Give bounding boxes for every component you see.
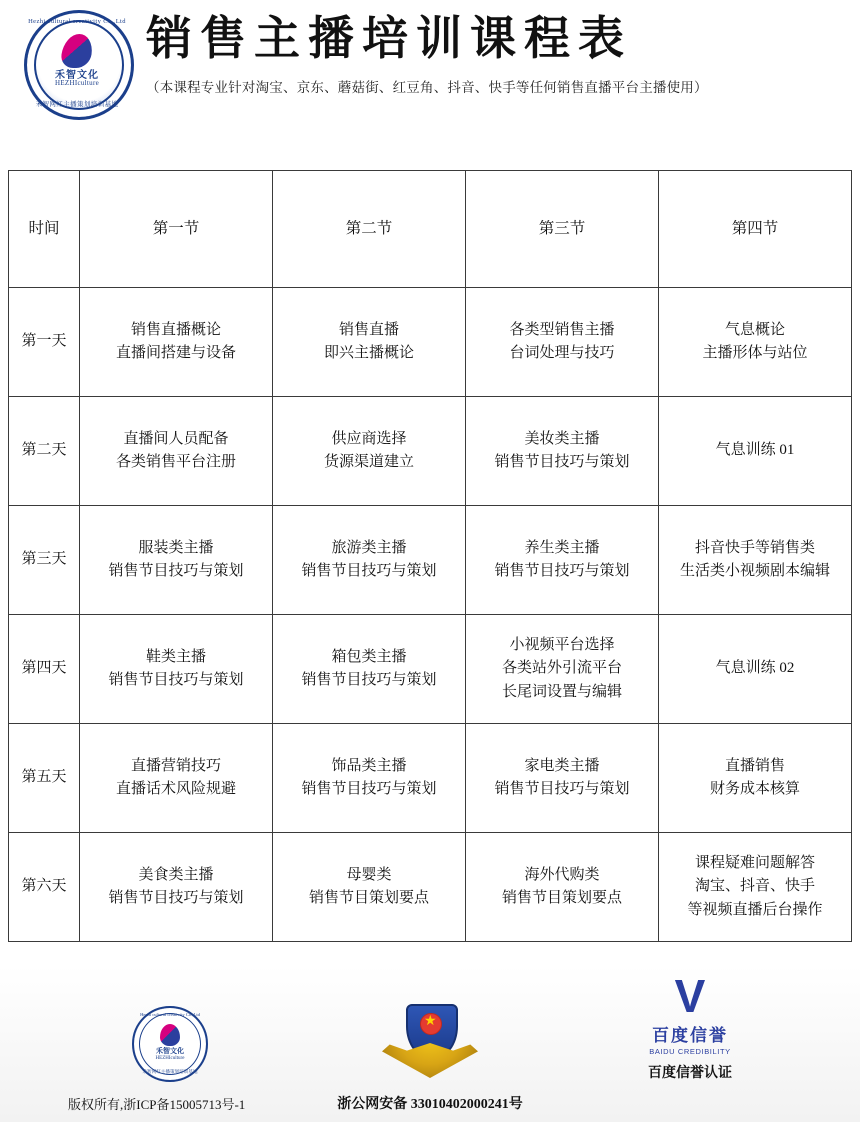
cell-period-4 bbox=[659, 288, 852, 397]
cell-line: 销售节目技巧与策划 bbox=[494, 781, 630, 797]
cell-line: 货源渠道建立 bbox=[323, 454, 414, 470]
cell-line: 销售直播 bbox=[338, 321, 399, 338]
cell-line: 服装类主播 bbox=[138, 539, 214, 556]
cell-day: 第六天 bbox=[9, 833, 80, 942]
cell-period-3 bbox=[466, 615, 659, 724]
cell-period-2 bbox=[273, 397, 466, 506]
logo-arc-bottom-text: 禾智网红主播策划培训基地 bbox=[35, 101, 119, 108]
cell-period-1 bbox=[80, 615, 273, 724]
cell-line: 销售直播概论 bbox=[130, 321, 221, 338]
company-logo bbox=[18, 8, 136, 120]
table-row bbox=[9, 615, 852, 724]
cell-period-1 bbox=[80, 397, 273, 506]
cell-line: 销售节目技巧与策划 bbox=[108, 890, 244, 906]
schedule-table bbox=[8, 170, 852, 942]
cell-line: 养生类主播 bbox=[524, 539, 600, 556]
cell-line: 销售节目技巧与策划 bbox=[301, 781, 437, 797]
cell-line: 抖音快手等销售类 bbox=[694, 539, 815, 556]
cell-period-3 bbox=[466, 506, 659, 615]
cell-period-1 bbox=[80, 288, 273, 397]
cell-line: 旅游类主播 bbox=[331, 539, 407, 556]
cell-line: 家电类主播 bbox=[524, 757, 600, 774]
cell-period-3 bbox=[466, 288, 659, 397]
copyright-text: 版权所有,浙ICP备15005713号-1 bbox=[68, 1096, 246, 1112]
cell-period-4 bbox=[659, 506, 852, 615]
police-record-text: 浙公网安备 33010402000241号 bbox=[337, 1097, 523, 1112]
cell-day: 第一天 bbox=[9, 288, 80, 397]
column-header-time: 时间 bbox=[9, 171, 80, 288]
table-row bbox=[9, 288, 852, 397]
cell-period-3 bbox=[466, 724, 659, 833]
logo-arc-top-text: Hezhi cultural creativity Co.,Ltd bbox=[28, 18, 126, 25]
cell-period-3 bbox=[466, 833, 659, 942]
table-row bbox=[9, 724, 852, 833]
cell-line: 直播话术风险规避 bbox=[115, 781, 236, 797]
cell-period-2 bbox=[273, 833, 466, 942]
baidu-credibility-icon bbox=[636, 970, 744, 1056]
baidu-credibility-badge[interactable] bbox=[580, 970, 800, 1082]
seal-en-name: HEZHIculture bbox=[155, 1056, 185, 1061]
column-header-period-2: 第二节 bbox=[273, 171, 466, 288]
police-emblem-icon bbox=[382, 1004, 478, 1082]
cell-day: 第三天 bbox=[9, 506, 80, 615]
cell-line: 小视频平台选择 bbox=[509, 637, 615, 654]
cell-line: 销售节目策划要点 bbox=[501, 890, 622, 906]
schedule-table-wrap bbox=[0, 120, 860, 942]
table-row bbox=[9, 397, 852, 506]
cell-period-4 bbox=[659, 833, 852, 942]
cell-line: 海外代购类 bbox=[524, 866, 600, 883]
cell-period-2 bbox=[273, 506, 466, 615]
company-seal-badge bbox=[60, 1006, 280, 1082]
cell-line: 气息训练 01 bbox=[715, 442, 795, 459]
column-header-period-3: 第三节 bbox=[466, 171, 659, 288]
cell-line: 各类销售平台注册 bbox=[115, 454, 236, 470]
baidu-v-mark: V bbox=[674, 970, 706, 1022]
cell-period-2 bbox=[273, 615, 466, 724]
cell-line: 直播间搭建与设备 bbox=[115, 345, 236, 361]
cell-day: 第二天 bbox=[9, 397, 80, 506]
title-block bbox=[136, 8, 860, 96]
table-header bbox=[9, 171, 852, 288]
cell-line: 美妆类主播 bbox=[524, 430, 600, 447]
seal-swoosh-icon bbox=[160, 1024, 180, 1046]
baidu-en-mark: BAIDU CREDIBILITY bbox=[649, 1047, 731, 1056]
table-body bbox=[9, 288, 852, 942]
cell-line: 销售节目技巧与策划 bbox=[494, 563, 630, 579]
cell-line: 销售节目技巧与策划 bbox=[494, 454, 630, 470]
column-header-period-1: 第一节 bbox=[80, 171, 273, 288]
cell-period-1 bbox=[80, 833, 273, 942]
cell-period-2 bbox=[273, 288, 466, 397]
footer-badges bbox=[0, 970, 860, 1082]
cell-period-1 bbox=[80, 506, 273, 615]
cell-period-2 bbox=[273, 724, 466, 833]
cell-period-3 bbox=[466, 397, 659, 506]
cell-line: 直播销售 bbox=[724, 757, 785, 774]
police-emblem-badge bbox=[320, 1004, 540, 1082]
column-header-period-4: 第四节 bbox=[659, 171, 852, 288]
seal-arc-top-text: Hezhi cultural creativity Co.,Ltd bbox=[140, 1012, 200, 1017]
baidu-caption: 百度信誉认证 bbox=[648, 1066, 732, 1081]
cell-line: 财务成本核算 bbox=[709, 781, 800, 797]
cell-line: 直播间人员配备 bbox=[123, 430, 229, 447]
page-title: 销售主播培训课程表 bbox=[146, 13, 632, 64]
cell-line: 销售节目技巧与策划 bbox=[301, 672, 437, 688]
cell-day: 第五天 bbox=[9, 724, 80, 833]
cell-line: 长尾词设置与编辑 bbox=[501, 683, 622, 700]
seal-arc-bottom-text: 禾智网红主播策划培训基地 bbox=[142, 1069, 198, 1074]
footer-captions bbox=[0, 1082, 860, 1118]
table-row bbox=[9, 506, 852, 615]
cell-period-1 bbox=[80, 724, 273, 833]
cell-day: 第四天 bbox=[9, 615, 80, 724]
cell-line: 各类站外引流平台 bbox=[501, 660, 622, 677]
cell-line: 台词处理与技巧 bbox=[509, 345, 615, 361]
cell-line: 鞋类主播 bbox=[145, 648, 206, 665]
cell-line: 淘宝、抖音、快手 bbox=[694, 878, 815, 895]
cell-line: 销售节目技巧与策划 bbox=[108, 563, 244, 579]
cell-line: 直播营销技巧 bbox=[130, 757, 221, 774]
logo-cn-name: 禾智文化 bbox=[55, 70, 99, 81]
cell-line: 即兴主播概论 bbox=[323, 345, 414, 361]
cell-line: 等视频直播后台操作 bbox=[687, 901, 823, 918]
cell-line: 美食类主播 bbox=[138, 866, 214, 883]
cell-period-4 bbox=[659, 724, 852, 833]
seal-cn-name: 禾智文化 bbox=[156, 1047, 184, 1055]
cell-line: 各类型销售主播 bbox=[509, 321, 615, 338]
table-row bbox=[9, 833, 852, 942]
baidu-cn-mark: 百度信誉 bbox=[652, 1026, 728, 1045]
cell-line: 箱包类主播 bbox=[331, 648, 407, 665]
document-footer bbox=[0, 970, 860, 1122]
cell-period-4 bbox=[659, 397, 852, 506]
page-subtitle: （本课程专业针对淘宝、京东、蘑菇街、红豆角、抖音、快手等任何销售直播平台主播使用） bbox=[146, 79, 708, 95]
cell-period-4 bbox=[659, 615, 852, 724]
cell-line: 生活类小视频剧本编辑 bbox=[679, 563, 830, 579]
logo-en-name: HEZHIculture bbox=[54, 79, 100, 87]
table-header-row bbox=[9, 171, 852, 288]
cell-line: 母婴类 bbox=[346, 866, 392, 883]
police-wings-shape bbox=[382, 1040, 478, 1078]
cell-line: 主播形体与站位 bbox=[702, 345, 808, 361]
cell-line: 课程疑难问题解答 bbox=[694, 855, 815, 872]
document-header bbox=[0, 0, 860, 120]
police-star-icon bbox=[420, 1013, 442, 1035]
cell-line: 销售节目技巧与策划 bbox=[108, 672, 244, 688]
cell-line: 销售节目策划要点 bbox=[308, 890, 429, 906]
cell-line: 销售节目技巧与策划 bbox=[301, 563, 437, 579]
company-seal-icon bbox=[132, 1006, 208, 1082]
cell-line: 气息训练 02 bbox=[715, 660, 795, 677]
cell-line: 供应商选择 bbox=[331, 430, 407, 447]
cell-line: 饰品类主播 bbox=[331, 757, 407, 774]
cell-line: 气息概论 bbox=[724, 321, 785, 338]
